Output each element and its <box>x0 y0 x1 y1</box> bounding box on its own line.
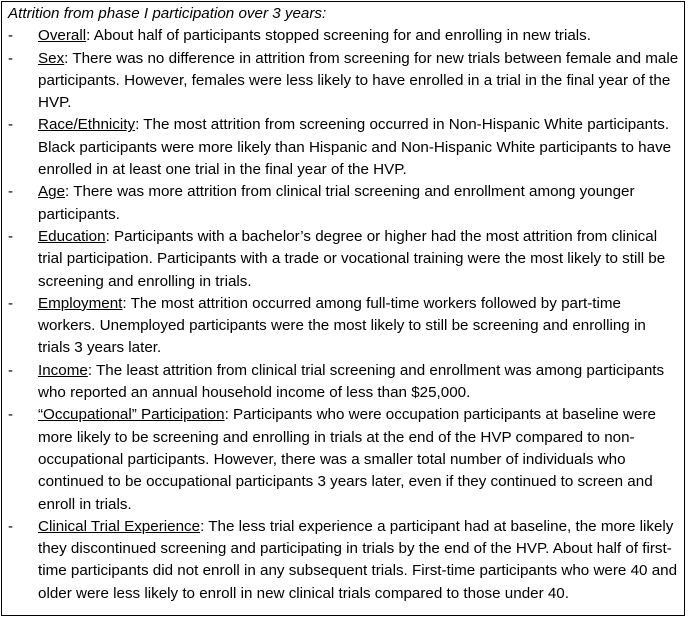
item-term: Income <box>38 361 88 379</box>
bullet-dash: - <box>8 294 14 312</box>
item-term: Education <box>38 227 106 245</box>
item-text: : The less trial experience a participant had at baseline, the more likely they discontinued screening and participating in trials by the end of the HVP. About half of first-time participants did not enroll in any subsequent trials. First-time participants who were 40 and older were less likely to enroll in new clinical trials compared to those under 40. <box>38 517 678 602</box>
bullet-dash: - <box>8 361 14 379</box>
item-text: : The most attrition occurred among full-time workers followed by part-time workers. Unemployed participants were the most likely to still be screening and enrolling in trials 3 years later. <box>38 294 646 357</box>
bullet-dash: - <box>8 183 14 201</box>
list-item-age <box>8 181 684 226</box>
item-term: Clinical Trial Experience <box>38 517 201 535</box>
bullet-dash: - <box>8 49 14 67</box>
list-item-sex <box>8 48 684 115</box>
item-term: Age <box>38 183 66 201</box>
item-term: Sex <box>38 49 65 67</box>
box-heading: Attrition from phase I participation over 3 years: <box>8 5 327 22</box>
item-text: : Participants who were occupation participants at baseline were more likely to be screening and enrolling in trials at the end of the HVP compared to non-occupational participants. However, there was a smaller total number of individuals who continued to be occupational participants 3 years later, even if they continued to screen and enroll in trials. <box>38 406 656 513</box>
item-text: : Participants with a bachelor’s degree or higher had the most attrition from clinical trial participation. Participants with a trade or vocational training were the most likely to still be screening and enrolling in trials. <box>38 227 666 290</box>
bullet-dash: - <box>8 517 14 535</box>
bullet-dash: - <box>8 116 14 134</box>
list-item-income <box>8 360 684 405</box>
item-text: : The least attrition from clinical trial screening and enrollment was among participants who reported an annual household income of less than $25,000. <box>38 361 665 402</box>
bullet-dash: - <box>8 227 14 245</box>
item-term: “Occupational” Participation <box>38 406 225 424</box>
item-text: : There was no difference in attrition from screening for new trials between female and male participants. However, females were less likely to have enrolled in a trial in the final year of the HVP. <box>38 49 679 112</box>
item-term: Overall <box>38 27 87 45</box>
item-text: : There was more attrition from clinical trial screening and enrollment among younger participants. <box>38 183 635 223</box>
bullet-dash: - <box>8 27 14 45</box>
bullet-dash: - <box>8 406 14 424</box>
list-item-occupational-participation <box>8 404 684 515</box>
item-term: Race/Ethnicity <box>38 116 136 134</box>
list-item-race-ethnicity <box>8 114 684 181</box>
list-item-education <box>8 226 684 293</box>
summary-text-box <box>1 1 685 616</box>
list-item-employment <box>8 293 684 360</box>
list-item-clinical-trial-experience <box>8 516 684 605</box>
list-item-overall <box>8 25 684 47</box>
item-term: Employment <box>38 294 123 312</box>
item-text: : About half of participants stopped screening for and enrolling in new trials. <box>86 27 591 45</box>
item-text: : The most attrition from screening occurred in Non-Hispanic White participants. Black participants were more likely than Hispanic and Non-Hispanic White participants to have enrolled in at least one trial in the final year of the HVP. <box>38 116 672 179</box>
